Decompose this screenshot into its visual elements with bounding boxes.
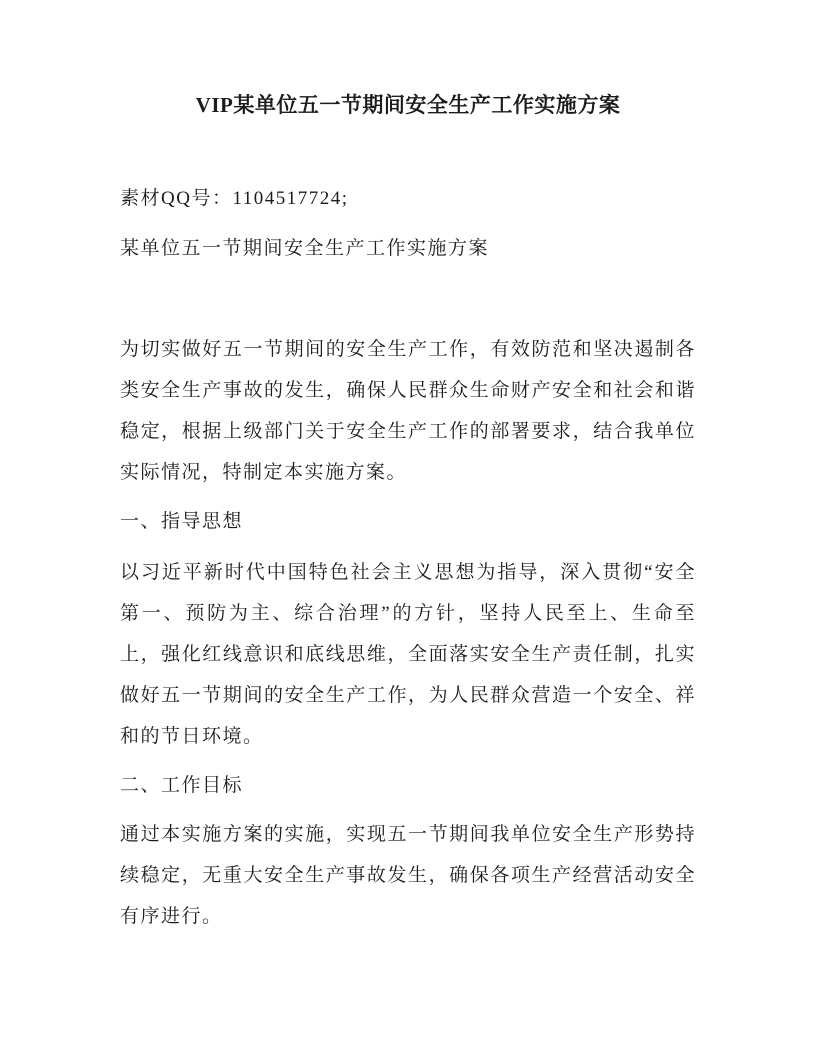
section-heading-guiding-ideology: 一、指导思想 (120, 511, 244, 532)
material-source-line: 素材QQ号：1104517724; (120, 188, 349, 209)
intro-paragraph: 为切实做好五一节期间的安全生产工作，有效防范和坚决遏制各类安全生产事故的发生，确保人民群众生命财产安全和社会和谐稳定，根据上级部门关于安全生产工作的部署要求，结合我单位实际情况，特制定本实施方案。 (120, 339, 696, 483)
document-subtitle: 某单位五一节期间安全生产工作实施方案 (120, 238, 490, 259)
guiding-ideology-paragraph: 以习近平新时代中国特色社会主义思想为指导，深入贯彻“安全第一、预防为主、综合治理”的方针，坚持人民至上、生命至上，强化红线意识和底线思维，全面落实安全生产责任制，扎实做好五一节期间的安全生产工作，为人民群众营造一个安全、祥和的节日环境。 (120, 562, 696, 747)
work-goals-paragraph: 通过本实施方案的实施，实现五一节期间我单位安全生产形势持续稳定，无重大安全生产事故发生，确保各项生产经营活动安全有序进行。 (120, 824, 696, 927)
document-title: VIP某单位五一节期间安全生产工作实施方案 (195, 93, 621, 117)
section-heading-work-goals: 二、工作目标 (120, 775, 244, 796)
